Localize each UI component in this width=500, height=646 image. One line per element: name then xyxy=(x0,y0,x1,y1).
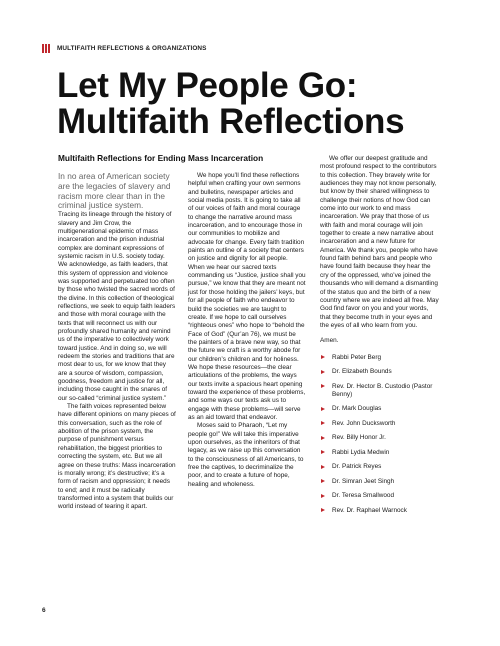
contributor-name: Rabbi Peter Berg xyxy=(332,353,382,361)
section-label: MULTIFAITH REFLECTIONS & ORGANIZATIONS xyxy=(57,45,207,52)
body-paragraph-3: We hope you’ll find these reflections helpful when crafting your own sermons and bulletins, newspaper articles and social media posts. It is going to take all of our voices of faith and moral courage to change the narrative around mass incarceration, and to encourage those in our communities to mobilize and advocate for change. Every faith tradition paints an outline of a society that centers on justice and dignity for all people. When we hear our sacred texts commanding us “Justice, justice shall you pursue,” we know that they are meant not just for those holding the jailers’ keys, but for all people of faith who endeavor to build the societies we are taught to create. If we hope to call ourselves “righteous ones” who hope to “behold the Face of God” (Qur’an 76), we must be the painters of a brave new way, so that the future we craft is a worthy abode for our children’s children and for holiness. We hope these resources—the clear articulations of the problems, the ways our texts invite a spacious heart opening toward the experience of these problems, and some ways our texts ask us to engage with these problems—will serve as an aid toward that endeavor. xyxy=(188,172,306,421)
contributor-item xyxy=(320,420,440,428)
body-paragraph-2: The faith voices represented below have different opinions on many pieces of this conversation, such as the role of abolition of the prison system, the purpose of punishment versus rehabilitation, the biggest priorities to correcting the system, etc. But we all agree on these truths: Mass incarceration is morally wrong; it’s destructive; it’s a form of racism and oppression; it needs to end; and it must be radically transformed into a system that builds our world instead of tearing it apart. xyxy=(58,403,176,511)
contributor-item xyxy=(320,463,440,471)
contributor-name: Rev. Dr. Hector B. Custodio (Pastor Benny) xyxy=(332,382,433,398)
article-column xyxy=(58,172,176,512)
contributor-item xyxy=(320,383,440,399)
article-column-middle xyxy=(188,172,306,489)
bullet-triangle-icon xyxy=(321,421,325,425)
title-line-2: Multifaith Reflections xyxy=(57,102,405,141)
contributor-name: Dr. Simran Jeet Singh xyxy=(332,477,395,485)
section-header xyxy=(42,44,206,53)
bullet-triangle-icon xyxy=(321,407,325,411)
contributor-name: Dr. Mark Douglas xyxy=(332,405,382,413)
title-line-1: Let My People Go: xyxy=(57,66,358,105)
bullet-triangle-icon xyxy=(321,355,325,359)
contributor-item xyxy=(320,507,440,515)
bullet-triangle-icon xyxy=(321,450,325,454)
bullet-triangle-icon xyxy=(321,479,325,483)
contributor-item xyxy=(320,434,440,442)
article-column-right xyxy=(320,155,440,521)
contributor-item xyxy=(320,368,440,376)
contributor-name: Rev. Dr. Raphael Warnock xyxy=(332,506,407,514)
contributor-item xyxy=(320,492,440,500)
contributor-name: Rev. John Ducksworth xyxy=(332,419,396,427)
body-paragraph-1: Tracing its lineage through the history of slavery and Jim Crow, the multigenerational epidemic of mass incarceration and the prison industrial complex are dominant expressions of systemic racism in U.S. society today. We acknowledge, as faith leaders, that this system of oppression and violence was supported and perpetuated too often by those who twisted the sacred words of the divine. In this collection of theological reflections, we seek to equip faith leaders and those with moral courage with the texts that will reconnect us with our profoundly shared humanity and remind us of the imperative to collectively work toward justice. And in doing so, we will redeem the stories and traditions that are most dear to us, for we know that they are a source of wisdom, compassion, goodness, freedom and justice for all, including those caught in the snares of our so-called “criminal justice system.” xyxy=(58,211,176,402)
bullet-triangle-icon xyxy=(321,384,325,388)
bullet-triangle-icon xyxy=(321,465,325,469)
bullet-triangle-icon xyxy=(321,370,325,374)
contributor-item xyxy=(320,478,440,486)
page-number: 6 xyxy=(42,607,46,614)
contributor-item xyxy=(320,449,440,457)
body-paragraph-5: We offer our deepest gratitude and most profound respect to the contributors to this collection. They bravely write for audiences they may not know personally, but know by their shared willingness to challenge their notions of how God can come into our work to end mass incarceration. We pray that those of us with faith and moral courage will join together to create a new narrative about incarceration and a new future for America. We thank you, people who have found faith behind bars and people who have found faith because they hear the cry of the oppressed, who’ve joined the thousands who will demand a dismantling of the status quo and the birth of a new country where we are indeed all free. May God find favor on you and your words, that they become truth in your eyes and the eyes of all who learn from you. xyxy=(320,155,439,329)
contributor-item xyxy=(320,405,440,413)
contributor-list xyxy=(320,354,440,515)
bullet-triangle-icon xyxy=(321,436,325,440)
amen-line: Amen. xyxy=(320,337,339,345)
bullet-triangle-icon xyxy=(321,508,325,512)
contributor-item xyxy=(320,354,440,362)
contributor-name: Dr. Elizabeth Bounds xyxy=(332,368,392,376)
contributor-name: Rabbi Lydia Medwin xyxy=(332,448,390,456)
body-paragraph-4: Moses said to Pharaoh, “Let my people go!” We will take this imperative upon ourselves, as the inheritors of that legacy, as we raise up this conversation to the consciousness of all Americans, to free the captives, to decriminalize the poor, and to create a future of hope, healing and wholeness. xyxy=(188,422,304,488)
contributor-name: Dr. Patrick Reyes xyxy=(332,463,382,471)
contributor-name: Dr. Teresa Smallwood xyxy=(332,492,395,500)
contributor-name: Rev. Billy Honor Jr. xyxy=(332,434,386,442)
col1-flow xyxy=(58,211,176,511)
article-subtitle: Multifaith Reflections for Ending Mass Incarceration xyxy=(58,153,264,163)
section-bars-icon xyxy=(42,44,51,53)
bullet-triangle-icon xyxy=(321,494,325,498)
page-title xyxy=(57,68,404,140)
lead-paragraph: In no area of American society are the legacies of slavery and racism more clear than in the criminal justice system. xyxy=(58,171,171,211)
